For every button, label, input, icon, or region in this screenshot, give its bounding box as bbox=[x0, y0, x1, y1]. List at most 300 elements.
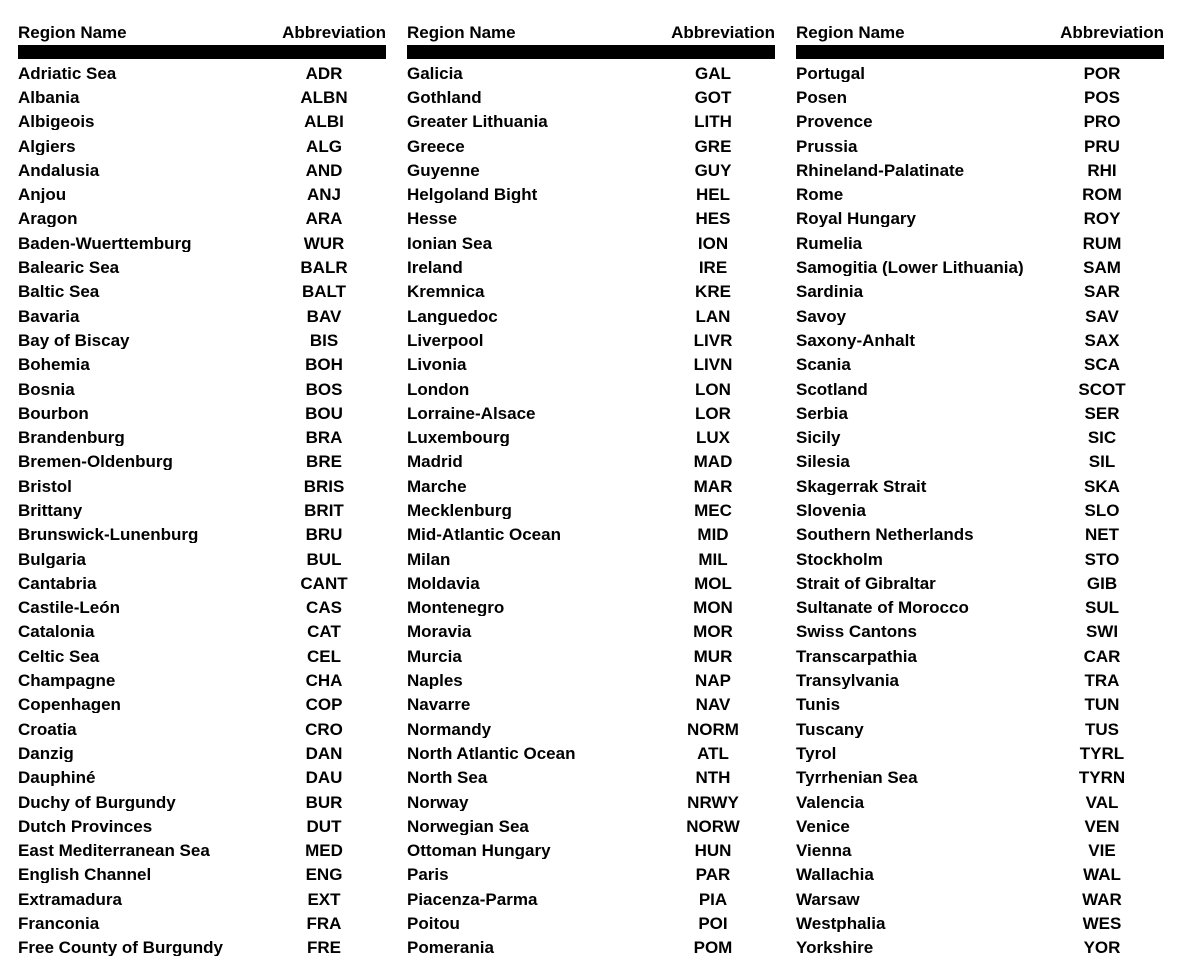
region-name: Baltic Sea bbox=[18, 283, 100, 301]
region-name: Norwegian Sea bbox=[407, 817, 529, 835]
region-name: Mid-Atlantic Ocean bbox=[407, 526, 561, 544]
region-name: Wallachia bbox=[796, 866, 874, 884]
region-name: Portugal bbox=[796, 64, 865, 82]
region-name: Albigeois bbox=[18, 113, 95, 131]
table-row bbox=[796, 353, 1164, 377]
table-row bbox=[18, 158, 386, 182]
region-name: Westphalia bbox=[796, 915, 886, 933]
region-abbreviation: MOR bbox=[693, 622, 733, 642]
region-name: Gothland bbox=[407, 88, 482, 106]
region-abbreviation: LOR bbox=[695, 403, 731, 423]
region-name: Savoy bbox=[796, 307, 847, 325]
table-row bbox=[796, 814, 1164, 838]
table-row bbox=[407, 741, 775, 765]
region-name: Scotland bbox=[796, 380, 868, 398]
region-name-header: Region Name bbox=[18, 23, 127, 42]
region-name-header: Region Name bbox=[407, 23, 516, 42]
abbreviation-header: Abbreviation bbox=[1060, 23, 1164, 42]
region-abbreviation: MON bbox=[693, 598, 733, 618]
region-abbreviation: BIS bbox=[309, 330, 339, 350]
region-abbreviation: RHI bbox=[1087, 160, 1117, 180]
table-row bbox=[18, 790, 386, 814]
region-abbreviation: DAU bbox=[305, 768, 343, 788]
table-row bbox=[407, 644, 775, 668]
table-row bbox=[18, 474, 386, 498]
region-abbreviation: SCOT bbox=[1078, 379, 1126, 399]
table-row bbox=[796, 158, 1164, 182]
region-name: Greater Lithuania bbox=[407, 113, 548, 131]
region-abbreviation: CRO bbox=[305, 719, 343, 739]
table-row bbox=[18, 741, 386, 765]
region-abbreviation: POR bbox=[1083, 63, 1121, 83]
table-row bbox=[18, 134, 386, 158]
region-name: Guyenne bbox=[407, 161, 480, 179]
region-abbreviation: NORM bbox=[687, 719, 739, 739]
region-name: Copenhagen bbox=[18, 696, 121, 714]
region-name: Adriatic Sea bbox=[18, 64, 117, 82]
region-name: Poitou bbox=[407, 915, 460, 933]
region-abbreviation: NTH bbox=[695, 768, 731, 788]
region-name: Sultanate of Morocco bbox=[796, 599, 969, 617]
table-row bbox=[18, 110, 386, 134]
table-row bbox=[18, 255, 386, 279]
table-row bbox=[18, 353, 386, 377]
region-abbreviation: BALR bbox=[300, 258, 348, 278]
table-row bbox=[796, 110, 1164, 134]
table-row bbox=[796, 255, 1164, 279]
region-abbreviation: LIVN bbox=[693, 355, 733, 375]
table-row bbox=[18, 523, 386, 547]
region-name: Bulgaria bbox=[18, 550, 87, 568]
region-name: Ireland bbox=[407, 259, 463, 277]
region-name: Livonia bbox=[407, 356, 467, 374]
abbreviation-header: Abbreviation bbox=[671, 23, 775, 42]
table-row bbox=[407, 474, 775, 498]
header-divider-bar bbox=[796, 45, 1164, 59]
region-abbreviation: TRA bbox=[1084, 671, 1120, 691]
region-name: Bohemia bbox=[18, 356, 90, 374]
region-name: Algiers bbox=[18, 137, 76, 155]
table-row bbox=[18, 304, 386, 328]
region-name: Norway bbox=[407, 793, 469, 811]
region-name: Rome bbox=[796, 186, 844, 204]
table-row bbox=[407, 401, 775, 425]
region-abbreviation: ADR bbox=[305, 63, 343, 83]
region-abbreviation: COP bbox=[305, 695, 343, 715]
table-row bbox=[407, 523, 775, 547]
region-name: Mecklenburg bbox=[407, 501, 512, 519]
region-abbreviation: SKA bbox=[1084, 476, 1120, 496]
region-name: Bay of Biscay bbox=[18, 331, 130, 349]
region-abbreviation: POS bbox=[1084, 87, 1120, 107]
region-name: Serbia bbox=[796, 404, 848, 422]
table-row bbox=[796, 280, 1164, 304]
table-row bbox=[18, 887, 386, 911]
table-row bbox=[796, 596, 1164, 620]
table-row bbox=[796, 401, 1164, 425]
region-abbreviation: ION bbox=[697, 233, 729, 253]
table-row bbox=[18, 693, 386, 717]
table-row bbox=[796, 182, 1164, 206]
table-row bbox=[18, 547, 386, 571]
region-name: Warsaw bbox=[796, 890, 860, 908]
region-name: Prussia bbox=[796, 137, 858, 155]
table-row bbox=[407, 717, 775, 741]
region-abbreviation: SLO bbox=[1084, 500, 1120, 520]
region-abbreviation: ANJ bbox=[306, 185, 341, 205]
region-abbreviation: WAL bbox=[1083, 865, 1121, 885]
region-abbreviation: BUR bbox=[305, 792, 343, 812]
region-abbreviation: FRA bbox=[306, 914, 342, 934]
region-abbreviation: BOH bbox=[305, 355, 343, 375]
region-abbreviation: ARA bbox=[305, 209, 343, 229]
table-row bbox=[407, 911, 775, 935]
region-name: Dutch Provinces bbox=[18, 817, 153, 835]
region-abbreviation: KRE bbox=[695, 282, 731, 302]
region-abbreviation: CHA bbox=[305, 671, 343, 691]
table-row bbox=[407, 207, 775, 231]
region-name: Posen bbox=[796, 88, 848, 106]
table-row bbox=[18, 207, 386, 231]
table-row bbox=[407, 110, 775, 134]
region-name: Montenegro bbox=[407, 599, 505, 617]
region-abbreviation: YOR bbox=[1083, 938, 1121, 958]
table-row bbox=[407, 814, 775, 838]
region-abbreviation: POI bbox=[698, 914, 728, 934]
region-name: Valencia bbox=[796, 793, 865, 811]
table-header bbox=[18, 14, 386, 41]
region-abbreviation: SUL bbox=[1085, 598, 1119, 618]
region-name: Piacenza-Parma bbox=[407, 890, 538, 908]
table-body bbox=[407, 61, 775, 960]
table-row bbox=[18, 839, 386, 863]
region-name: Danzig bbox=[18, 744, 74, 762]
region-name: Rumelia bbox=[796, 234, 863, 252]
region-name: Croatia bbox=[18, 720, 77, 738]
region-abbreviation: MEC bbox=[694, 500, 732, 520]
region-abbreviation: SAR bbox=[1084, 282, 1120, 302]
region-name: Bremen-Oldenburg bbox=[18, 453, 173, 471]
region-abbreviation: BRIT bbox=[304, 500, 344, 520]
region-abbreviation: NAV bbox=[695, 695, 731, 715]
table-row bbox=[407, 547, 775, 571]
region-abbreviation: NET bbox=[1085, 525, 1119, 545]
table-row bbox=[796, 911, 1164, 935]
region-abbreviation: IRE bbox=[698, 258, 728, 278]
table-row bbox=[18, 328, 386, 352]
table-row bbox=[18, 450, 386, 474]
region-abbreviation: CAR bbox=[1083, 646, 1121, 666]
region-abbreviation: TUS bbox=[1085, 719, 1119, 739]
table-row bbox=[18, 182, 386, 206]
region-name: Dauphiné bbox=[18, 769, 96, 787]
region-name-header: Region Name bbox=[796, 23, 905, 42]
region-name: Moravia bbox=[407, 623, 472, 641]
region-name: Brittany bbox=[18, 501, 83, 519]
region-abbreviation: LUX bbox=[696, 428, 730, 448]
table-row bbox=[407, 839, 775, 863]
region-abbreviation: BRE bbox=[306, 452, 342, 472]
region-name: Lorraine-Alsace bbox=[407, 404, 536, 422]
region-abbreviation: MAD bbox=[693, 452, 733, 472]
region-abbreviation: LON bbox=[695, 379, 731, 399]
region-abbreviation: DAN bbox=[305, 743, 343, 763]
region-name: Andalusia bbox=[18, 161, 100, 179]
table-row bbox=[18, 863, 386, 887]
table-row bbox=[18, 620, 386, 644]
region-abbreviation: LITH bbox=[694, 112, 732, 132]
abbreviation-header: Abbreviation bbox=[282, 23, 386, 42]
region-abbreviation: SAV bbox=[1085, 306, 1119, 326]
table-row bbox=[407, 61, 775, 85]
table-row bbox=[796, 498, 1164, 522]
region-name: Catalonia bbox=[18, 623, 95, 641]
region-name: Swiss Cantons bbox=[796, 623, 917, 641]
region-abbreviation: NORW bbox=[686, 816, 740, 836]
region-name: Pomerania bbox=[407, 939, 494, 957]
region-name: Franconia bbox=[18, 915, 100, 933]
region-name: Baden-Wuerttemburg bbox=[18, 234, 192, 252]
table-row bbox=[796, 85, 1164, 109]
region-abbreviation: EXT bbox=[307, 889, 341, 909]
table-row bbox=[407, 353, 775, 377]
region-name: Champagne bbox=[18, 672, 116, 690]
table-row bbox=[18, 814, 386, 838]
table-row bbox=[407, 182, 775, 206]
region-abbreviation: TUN bbox=[1084, 695, 1120, 715]
region-name: Balearic Sea bbox=[18, 259, 120, 277]
region-name: Albania bbox=[18, 88, 80, 106]
table-row bbox=[796, 839, 1164, 863]
region-abbreviation: SWI bbox=[1085, 622, 1119, 642]
table-row bbox=[407, 790, 775, 814]
region-name: Ottoman Hungary bbox=[407, 842, 551, 860]
region-name: Marche bbox=[407, 477, 467, 495]
region-name: Stockholm bbox=[796, 550, 883, 568]
region-abbreviation: BAV bbox=[306, 306, 342, 326]
region-abbreviation: LAN bbox=[695, 306, 731, 326]
table-row bbox=[407, 450, 775, 474]
region-name: Skagerrak Strait bbox=[796, 477, 927, 495]
region-name: Bourbon bbox=[18, 404, 89, 422]
region-abbreviation: GRE bbox=[694, 136, 732, 156]
table-row bbox=[18, 911, 386, 935]
region-abbreviation: ATL bbox=[697, 743, 729, 763]
region-abbreviation: NRWY bbox=[687, 792, 739, 812]
region-name: Ionian Sea bbox=[407, 234, 493, 252]
region-name: Scania bbox=[796, 356, 851, 374]
table-row bbox=[407, 668, 775, 692]
region-abbreviation: FRE bbox=[307, 938, 341, 958]
region-name: Bavaria bbox=[18, 307, 80, 325]
table-row bbox=[18, 766, 386, 790]
region-abbreviation: MIL bbox=[698, 549, 728, 569]
table-row bbox=[796, 717, 1164, 741]
region-name: Anjou bbox=[18, 186, 67, 204]
region-abbreviation: STO bbox=[1084, 549, 1120, 569]
region-abbreviation: TYRN bbox=[1078, 768, 1126, 788]
region-name: Rhineland-Palatinate bbox=[796, 161, 965, 179]
table-row bbox=[407, 328, 775, 352]
table-row bbox=[407, 498, 775, 522]
region-name: Hesse bbox=[407, 210, 458, 228]
region-abbreviation: CANT bbox=[300, 573, 348, 593]
region-name: Venice bbox=[796, 817, 850, 835]
region-abbreviation: ROY bbox=[1083, 209, 1121, 229]
region-abbreviation: VIE bbox=[1088, 841, 1116, 861]
region-abbreviation: SER bbox=[1084, 403, 1120, 423]
table-row bbox=[18, 377, 386, 401]
table-row bbox=[796, 620, 1164, 644]
region-name: Aragon bbox=[18, 210, 78, 228]
table-header bbox=[407, 14, 775, 41]
region-name: Kremnica bbox=[407, 283, 485, 301]
table-row bbox=[18, 668, 386, 692]
table-row bbox=[407, 85, 775, 109]
region-abbreviation: CAS bbox=[306, 598, 342, 618]
region-abbreviation: BRIS bbox=[303, 476, 345, 496]
region-abbreviation: SAM bbox=[1083, 258, 1121, 278]
region-name: Navarre bbox=[407, 696, 471, 714]
region-name: Greece bbox=[407, 137, 465, 155]
region-abbreviation: HES bbox=[695, 209, 731, 229]
region-name: North Sea bbox=[407, 769, 488, 787]
region-abbreviation: MED bbox=[305, 841, 343, 861]
table-row bbox=[18, 61, 386, 85]
region-abbreviation: VAL bbox=[1085, 792, 1119, 812]
region-abbreviation: PRO bbox=[1083, 112, 1121, 132]
table-row bbox=[796, 377, 1164, 401]
region-name: Celtic Sea bbox=[18, 647, 100, 665]
table-row bbox=[796, 936, 1164, 960]
table-row bbox=[796, 863, 1164, 887]
region-name: Transylvania bbox=[796, 672, 900, 690]
region-abbreviation: HUN bbox=[694, 841, 732, 861]
region-abbreviation: MAR bbox=[693, 476, 733, 496]
table-row bbox=[407, 620, 775, 644]
table-row bbox=[796, 887, 1164, 911]
region-name: Tuscany bbox=[796, 720, 864, 738]
region-name: Normandy bbox=[407, 720, 492, 738]
region-abbreviation: MUR bbox=[693, 646, 733, 666]
table-row bbox=[18, 936, 386, 960]
table-row bbox=[796, 61, 1164, 85]
table-row bbox=[18, 717, 386, 741]
region-name: Free County of Burgundy bbox=[18, 939, 223, 957]
region-name: North Atlantic Ocean bbox=[407, 744, 576, 762]
region-abbreviation: BRU bbox=[305, 525, 343, 545]
region-name: Sardinia bbox=[796, 283, 864, 301]
region-name: Languedoc bbox=[407, 307, 498, 325]
region-abbreviation: BRA bbox=[305, 428, 343, 448]
region-name: Slovenia bbox=[796, 501, 866, 519]
region-name: Sicily bbox=[796, 429, 841, 447]
region-abbreviation: ROM bbox=[1082, 185, 1122, 205]
region-abbreviation: PRU bbox=[1084, 136, 1120, 156]
table-row bbox=[18, 425, 386, 449]
table-row bbox=[18, 596, 386, 620]
table-row bbox=[407, 596, 775, 620]
region-name: Castile-León bbox=[18, 599, 121, 617]
region-name: Murcia bbox=[407, 647, 462, 665]
table-row bbox=[407, 425, 775, 449]
region-name: English Channel bbox=[18, 866, 152, 884]
table-row bbox=[407, 571, 775, 595]
region-name: Royal Hungary bbox=[796, 210, 916, 228]
region-name: Tunis bbox=[796, 696, 841, 714]
region-name: Transcarpathia bbox=[796, 647, 917, 665]
table-row bbox=[407, 304, 775, 328]
region-name: Bristol bbox=[18, 477, 72, 495]
region-abbreviation: CEL bbox=[307, 646, 341, 666]
table-row bbox=[796, 328, 1164, 352]
table-row bbox=[407, 863, 775, 887]
region-abbreviation: SIC bbox=[1087, 428, 1117, 448]
region-abbreviation: BALT bbox=[301, 282, 347, 302]
region-name: Paris bbox=[407, 866, 449, 884]
region-abbreviation: RUM bbox=[1082, 233, 1122, 253]
table-row bbox=[796, 474, 1164, 498]
table-row bbox=[796, 450, 1164, 474]
table-row bbox=[18, 401, 386, 425]
region-abbreviation: ALBN bbox=[300, 87, 348, 107]
region-abbreviation: ALBI bbox=[304, 112, 344, 132]
region-name: Moldavia bbox=[407, 574, 480, 592]
region-abbreviation: SCA bbox=[1084, 355, 1120, 375]
region-name: London bbox=[407, 380, 470, 398]
region-name: Luxembourg bbox=[407, 429, 510, 447]
table-row bbox=[796, 207, 1164, 231]
region-abbreviation: GOT bbox=[694, 87, 732, 107]
region-name: Samogitia (Lower Lithuania) bbox=[796, 259, 1024, 277]
region-table-2 bbox=[407, 14, 775, 960]
region-name: Tyrrhenian Sea bbox=[796, 769, 918, 787]
table-row bbox=[796, 304, 1164, 328]
table-body bbox=[18, 61, 386, 960]
region-name: Silesia bbox=[796, 453, 850, 471]
region-name: Liverpool bbox=[407, 331, 484, 349]
region-name: Helgoland Bight bbox=[407, 186, 538, 204]
region-abbreviation: GUY bbox=[694, 160, 732, 180]
region-name: Tyrol bbox=[796, 744, 837, 762]
region-abbreviation: POM bbox=[693, 938, 733, 958]
table-row bbox=[796, 741, 1164, 765]
region-abbreviation: CAT bbox=[307, 622, 341, 642]
table-row bbox=[407, 693, 775, 717]
table-row bbox=[407, 280, 775, 304]
region-abbreviation: GIB bbox=[1086, 573, 1118, 593]
table-row bbox=[407, 766, 775, 790]
region-abbreviation: MOL bbox=[694, 573, 732, 593]
table-row bbox=[18, 644, 386, 668]
region-name: Southern Netherlands bbox=[796, 526, 974, 544]
table-row bbox=[796, 134, 1164, 158]
table-row bbox=[407, 255, 775, 279]
region-abbreviation: BOU bbox=[305, 403, 343, 423]
table-row bbox=[18, 571, 386, 595]
region-name: Cantabria bbox=[18, 574, 97, 592]
table-row bbox=[407, 231, 775, 255]
table-row bbox=[18, 85, 386, 109]
region-name: Brunswick-Lunenburg bbox=[18, 526, 199, 544]
table-row bbox=[796, 425, 1164, 449]
table-row bbox=[407, 887, 775, 911]
region-name: Extramadura bbox=[18, 890, 122, 908]
region-abbreviation: PIA bbox=[698, 889, 728, 909]
region-abbreviation: DUT bbox=[306, 816, 342, 836]
region-name: Milan bbox=[407, 550, 451, 568]
region-name: Vienna bbox=[796, 842, 852, 860]
